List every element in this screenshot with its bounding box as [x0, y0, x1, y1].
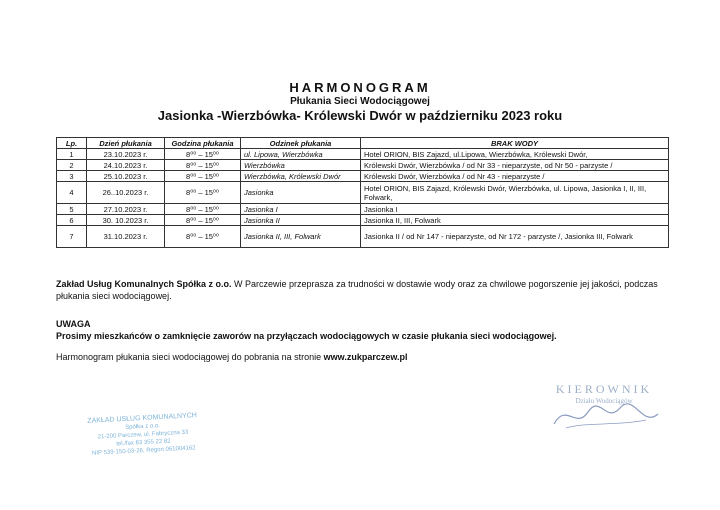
cell-lp: 1 — [57, 149, 87, 160]
manager-stamp-sub: Działu Wodociągów — [575, 397, 633, 405]
column-header-no-water: BRAK WODY — [361, 138, 669, 149]
cell-day: 26..10.2023 r. — [87, 182, 165, 204]
table-row — [57, 215, 669, 226]
cell-section: Jasionka I — [241, 204, 361, 215]
document-subtitle: Płukania Sieci Wodociągowej — [290, 96, 430, 107]
schedule-table — [56, 137, 669, 248]
table-row — [57, 182, 669, 204]
cell-section: Jasionka — [241, 182, 361, 204]
cell-hours: 8⁰⁰ – 15⁰⁰ — [165, 226, 241, 248]
cell-lp: 7 — [57, 226, 87, 248]
company-stamp-line: NIP 539-150-03-26, Regon 061004162 — [91, 445, 196, 457]
cell-hours: 8⁰⁰ – 15⁰⁰ — [165, 215, 241, 226]
column-header-day: Dzień płukania — [87, 138, 165, 149]
cell-lp: 6 — [57, 215, 87, 226]
company-name: Zakład Usług Komunalnych Spółka z o.o. — [56, 279, 232, 289]
manager-stamp-title: KIEROWNIK — [555, 382, 653, 396]
document-heading: Jasionka -Wierzbówka- Królewski Dwór w październiku 2023 roku — [157, 108, 563, 123]
cell-no-water: Jasionka II / od Nr 147 - nieparzyste, od Nr 172 - parzyste /, Jasionka III, Folwark — [361, 226, 669, 248]
cell-day: 24.10.2023 r. — [87, 160, 165, 171]
cell-hours: 8⁰⁰ – 15⁰⁰ — [165, 182, 241, 204]
cell-hours: 8⁰⁰ – 15⁰⁰ — [165, 160, 241, 171]
notice-paragraph — [56, 278, 668, 302]
column-header-lp: Lp. — [57, 138, 87, 149]
download-text: Harmonogram płukania sieci wodociągowej do pobrania na stronie — [56, 352, 324, 362]
cell-hours: 8⁰⁰ – 15⁰⁰ — [165, 171, 241, 182]
company-stamp-line: tel./fax 83 355 22 82 — [116, 438, 171, 448]
download-link[interactable]: www.zukparczew.pl — [323, 352, 408, 362]
cell-hours: 8⁰⁰ – 15⁰⁰ — [165, 149, 241, 160]
cell-no-water: Jasionka II, III, Folwark — [361, 215, 669, 226]
cell-no-water: Hotel ORION, BIS Zajazd, ul.Lipowa, Wierzbówka, Królewski Dwór, — [361, 149, 669, 160]
document-title: HARMONOGRAM — [289, 80, 431, 95]
cell-no-water: Jasionka I — [361, 204, 669, 215]
cell-day: 23.10.2023 r. — [87, 149, 165, 160]
cell-no-water: Hotel ORION, BIS Zajazd, Królewski Dwór, Wierzbówka, ul. Lipowa, Jasionka I, II, III, Folwark, — [361, 182, 669, 204]
cell-day: 27.10.2023 r. — [87, 204, 165, 215]
cell-lp: 4 — [57, 182, 87, 204]
cell-section: Jasionka II — [241, 215, 361, 226]
cell-no-water: Królewski Dwór, Wierzbówka / od Nr 43 - nieparzyste / — [361, 171, 669, 182]
download-paragraph — [56, 351, 668, 363]
cell-day: 31.10.2023 r. — [87, 226, 165, 248]
handwritten-signature — [546, 394, 666, 434]
company-stamp-line: Spółka z o.o. — [125, 423, 161, 431]
cell-day: 25.10.2023 r. — [87, 171, 165, 182]
cell-section: ul. Lipowa, Wierzbówka — [241, 149, 361, 160]
cell-hours: 8⁰⁰ – 15⁰⁰ — [165, 204, 241, 215]
cell-section: Wierzbówka, Królewski Dwór — [241, 171, 361, 182]
table-header-row — [57, 138, 669, 149]
cell-day: 30. 10.2023 r. — [87, 215, 165, 226]
company-stamp-line: ZAKŁAD USŁUG KOMUNALNYCH — [87, 412, 198, 425]
column-header-section: Odzinek płukania — [241, 138, 361, 149]
notice-apology: W Parczewie przeprasza za trudności w dostawie wody oraz za chwilowe pogorszenie jej jakości, podczas płukania sieci wodociągowej. — [56, 279, 658, 301]
table-row — [57, 204, 669, 215]
company-stamp-line: 21-200 Parczew, ul. Fabryczna 33 — [97, 429, 189, 441]
cell-no-water: Królewski Dwór, Wierzbówka / od Nr 33 - nieparzyste, od Nr 50 - parzyste / — [361, 160, 669, 171]
table-row — [57, 226, 669, 248]
table-row — [57, 160, 669, 171]
warning-block — [56, 318, 668, 342]
column-header-hours: Godzina płukania — [165, 138, 241, 149]
table-row — [57, 149, 669, 160]
table-row — [57, 171, 669, 182]
company-stamp — [67, 411, 219, 459]
cell-section: Wierzbówka — [241, 160, 361, 171]
warning-label: UWAGA — [56, 319, 91, 329]
cell-lp: 5 — [57, 204, 87, 215]
cell-lp: 2 — [57, 160, 87, 171]
cell-lp: 3 — [57, 171, 87, 182]
warning-text: Prosimy mieszkańców o zamknięcie zaworów na przyłączach wodociągowych w czasie płukania sieci wodociągowej. — [56, 331, 557, 341]
cell-section: Jasionka II, III, Folwark — [241, 226, 361, 248]
